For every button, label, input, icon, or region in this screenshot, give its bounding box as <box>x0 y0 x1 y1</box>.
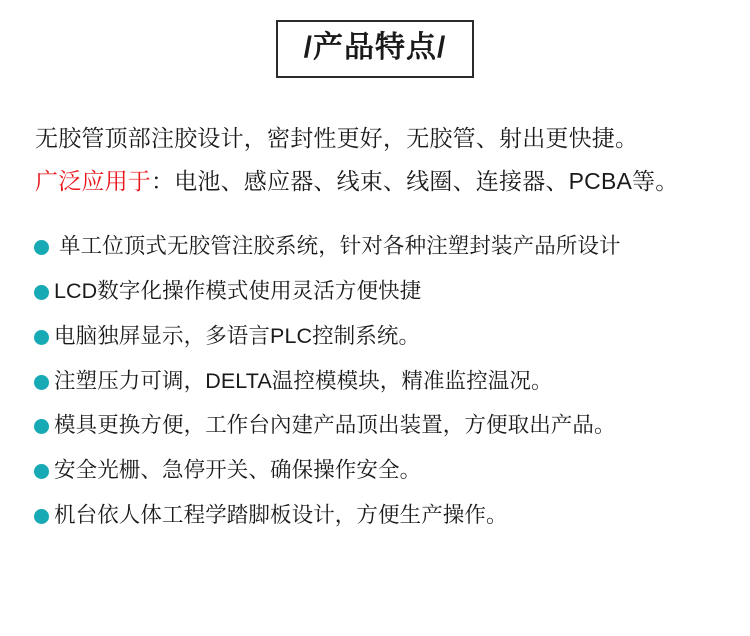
intro-line-2 <box>35 165 730 198</box>
feature-text: LCD数字化操作模式使用灵活方便快捷 <box>54 278 422 303</box>
feature-text: 单工位顶式无胶管注胶系统，针对各种注塑封装产品所设计 <box>59 233 621 258</box>
bullet-icon <box>34 240 49 255</box>
list-item <box>34 412 740 440</box>
list-item <box>34 502 740 530</box>
page-title: /产品特点/ <box>276 20 475 78</box>
feature-text: 注塑压力可调，DELTA温控模模块，精准监控温况。 <box>54 368 553 393</box>
list-item <box>34 368 740 396</box>
intro-line-2-rest: ：电池、感应器、线束、线圈、连接器、PCBA等。 <box>151 168 679 195</box>
bullet-icon <box>34 330 49 345</box>
list-item <box>34 457 740 485</box>
feature-text: 机台依人体工程学踏脚板设计，方便生产操作。 <box>54 503 508 528</box>
feature-text: 电脑独屏显示，多语言PLC控制系统。 <box>54 323 421 348</box>
bullet-icon <box>34 375 49 390</box>
intro-highlight: 广泛应用于 <box>35 168 151 195</box>
bullet-icon <box>34 509 49 524</box>
bullet-icon <box>34 285 49 300</box>
feature-text: 模具更换方便，工作台內建产品顶出装置，方便取出产品。 <box>54 413 616 438</box>
title-container <box>0 0 750 78</box>
feature-list <box>0 233 750 531</box>
feature-text: 安全光栅、急停开关、确保操作安全。 <box>54 458 422 483</box>
intro-block <box>0 122 750 199</box>
list-item <box>34 233 740 261</box>
list-item <box>34 323 740 351</box>
list-item <box>34 278 740 306</box>
intro-line-1: 无胶管顶部注胶设计，密封性更好，无胶管、射出更快捷。 <box>35 125 639 151</box>
bullet-icon <box>34 464 49 479</box>
bullet-icon <box>34 419 49 434</box>
